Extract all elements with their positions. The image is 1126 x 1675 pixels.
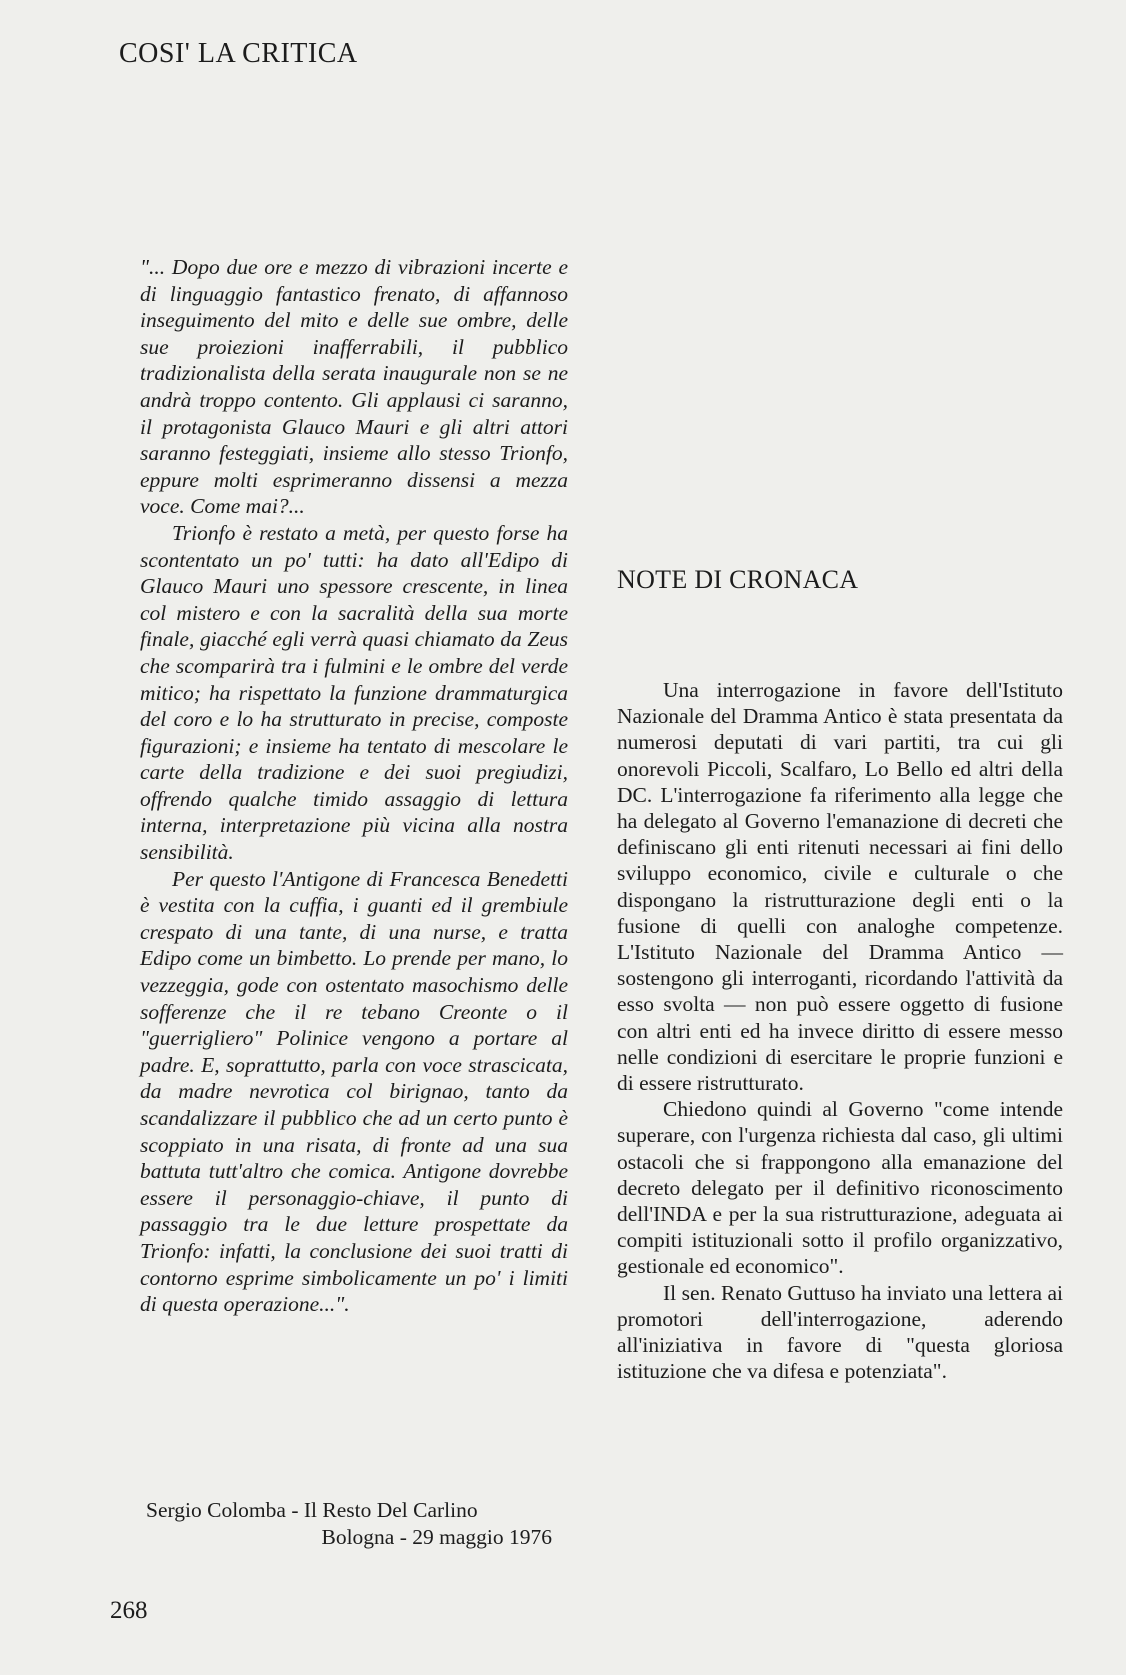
attribution-author-source: Sergio Colomba - Il Resto Del Carlino [146,1498,478,1522]
review-paragraph-1: "... Dopo due ore e mezzo di vibrazioni incerte e di linguaggio fantastico frenato, di affannoso inseguimento del mito e delle sue ombre, delle sue proiezioni inafferrabili, il pubblico tradizionalista della serata inaugurale non se ne andrà troppo contento. Gli applausi ci saranno, il protagonista Glauco Mauri e gli altri attori saranno festeggiati, insieme allo stesso Trionfo, eppure molti esprimeranno dissensi a mezza voce. Come mai?... [140,255,568,519]
notes-paragraph-3: Il sen. Renato Guttuso ha inviato una lettera ai promotori dell'interrogazione, aderendo all'iniziativa in favore di "questa gloriosa istituzione che va difesa e potenziata". [617,1280,1063,1384]
review-attribution [140,1497,552,1551]
running-head: COSI' LA CRITICA [119,38,358,69]
attribution-place-date: Bologna - 29 maggio 1976 [321,1525,552,1549]
review-paragraph-2: Trionfo è restato a metà, per questo forse ha scontentato un po' tutti: ha dato all'Edipo di Glauco Mauri uno spessore crescente, in linea col mistero e con la sacralità della sua morte finale, giacché egli verrà quasi chiamato da Zeus che scomparirà tra i fulmini e le ombre del verde mitico; ha rispettato la funzione drammaturgica del coro e lo ha strutturato in precise, composte figurazioni; e insieme ha tentato di mescolare le carte della tradizione e dei suoi pregiudizi, offrendo qualche timido assaggio di lettura interna, interpretazione più vicina alla nostra sensibilità. [140,520,568,865]
notes-column [617,567,1063,1384]
review-paragraph-3: Per questo l'Antigone di Francesca Benedetti è vestita con la cuffia, i guanti ed il grembiule crespato di una tante, di una nurse, e tratta Edipo come un bimbetto. Lo prende per mano, lo vezzeggia, gode con ostentato masochismo delle sofferenze che il re tebano Creonte o il "guerrigliero" Polinice vengono a portare al padre. E, soprattutto, parla con voce strascicata, da madre nevrotica col birignao, tanto da scandalizzare il pubblico che ad un certo punto è scoppiato in una risata, di fronte ad una sua battuta tutt'altro che comica. Antigone dovrebbe essere il personaggio-chiave, il punto di passaggio tra le due letture prospettate da Trionfo: infatti, la conclusione dei suoi tratti di contorno esprime simbolicamente un po' i limiti di questa operazione...". [140,866,568,1317]
notes-section-title: NOTE DI CRONACA [617,565,859,594]
page-number: 268 [110,1597,148,1624]
notes-paragraph-1: Una interrogazione in favore dell'Istituto Nazionale del Dramma Antico è stata presentata da numerosi deputati di vari partiti, tra cui gli onorevoli Piccoli, Scalfaro, Lo Bello ed altri della DC. L'interrogazione fa riferimento alla legge che ha delegato al Governo l'emanazione di decreti che definiscano gli enti ritenuti necessari ai fini dello sviluppo economico, civile e culturale o che dispongano la ristrutturazione degli enti o la fusione di quelli con analoghe competenze. L'Istituto Nazionale del Dramma Antico — sostengono gli interroganti, ricordando l'attività da esso svolta — non può essere oggetto di fusione con altri enti ed ha invece diritto di essere messo nelle condizioni di esercitare le proprie funzioni e di essere ristrutturato. [617,678,1063,1096]
review-quote [140,254,568,1318]
notes-body [617,677,1063,1384]
notes-paragraph-2: Chiedono quindi al Governo "come intende superare, con l'urgenza richiesta dal caso, gli ultimi ostacoli che si frappongono alla emanazione del decreto delegato per il definitivo riconoscimento dell'INDA e per la sua ristrutturazione, adeguata ai compiti istituzionali sotto il profilo organizzativo, gestionale ed economico". [617,1097,1063,1279]
review-column [140,254,568,1318]
